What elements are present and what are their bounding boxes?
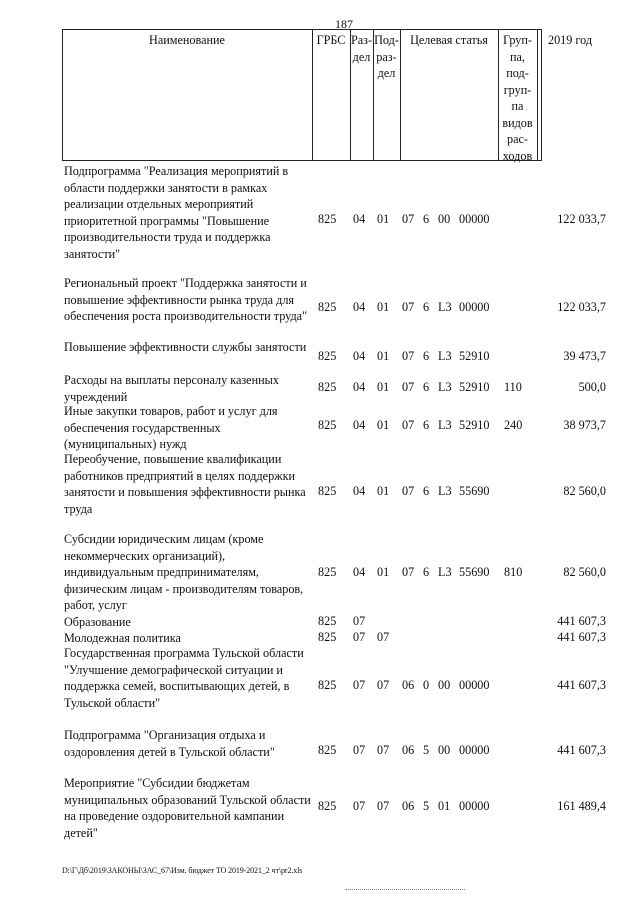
row-name: Региональный проект "Поддержка занятости и повышение эффективности рынка труда для обеспечения роста производительности труда" <box>64 276 308 323</box>
header-top-border <box>62 29 542 30</box>
row-razdel: 04 <box>353 300 366 314</box>
row-expense-type: 810 <box>504 565 523 579</box>
row-target-subprogram: 5 <box>423 743 430 757</box>
row-target-event: L3 <box>438 418 452 432</box>
row-razdel: 07 <box>353 614 366 628</box>
row-name: Расходы на выплаты персоналу казенных учреждений <box>64 373 279 404</box>
row-razdel: 04 <box>353 418 366 432</box>
row-target-subprogram: 6 <box>423 300 430 314</box>
row-target-subprogram: 0 <box>423 678 430 692</box>
row-amount: 441 607,3 <box>557 614 606 628</box>
row-grbs: 825 <box>318 678 337 692</box>
row-podrazdel: 01 <box>377 418 390 432</box>
row-grbs: 825 <box>318 349 337 363</box>
row-expense-type: 240 <box>504 418 523 432</box>
header-bottom-border <box>62 160 542 161</box>
row-target-program: 06 <box>402 743 415 757</box>
row-razdel: 07 <box>353 630 366 644</box>
row-target-event: 00 <box>438 678 451 692</box>
row-target-event: 00 <box>438 743 451 757</box>
row-target-event: L3 <box>438 565 452 579</box>
row-target-direction: 00000 <box>459 799 490 813</box>
row-podrazdel: 01 <box>377 484 390 498</box>
row-podrazdel: 07 <box>377 743 390 757</box>
row-target-event: 01 <box>438 799 451 813</box>
row-name: Молодежная политика <box>64 631 181 645</box>
row-podrazdel: 01 <box>377 349 390 363</box>
row-target-direction: 52910 <box>459 418 490 432</box>
row-amount: 441 607,3 <box>557 678 606 692</box>
row-amount: 38 973,7 <box>563 418 606 432</box>
row-podrazdel: 07 <box>377 678 390 692</box>
row-target-event: L3 <box>438 484 452 498</box>
row-target-program: 07 <box>402 349 415 363</box>
row-grbs: 825 <box>318 484 337 498</box>
row-target-event: L3 <box>438 349 452 363</box>
row-target-direction: 00000 <box>459 743 490 757</box>
header-grbs: ГРБС <box>316 33 346 47</box>
row-podrazdel: 07 <box>377 630 390 644</box>
row-name: Иные закупки товаров, работ и услуг для обеспечения государственных (муниципальных) нужд <box>64 404 278 451</box>
row-target-program: 07 <box>402 212 415 226</box>
row-podrazdel: 01 <box>377 300 390 314</box>
row-target-program: 07 <box>402 484 415 498</box>
row-grbs: 825 <box>318 614 337 628</box>
row-target-direction: 00000 <box>459 212 490 226</box>
row-amount: 82 560,0 <box>563 565 606 579</box>
row-grbs: 825 <box>318 630 337 644</box>
row-grbs: 825 <box>318 799 337 813</box>
header-razdel: Раз- дел <box>350 33 373 64</box>
row-expense-type: 110 <box>504 380 522 394</box>
row-target-program: 06 <box>402 799 415 813</box>
file-path-footer: D:\Г\Дб\2019\ЗАКОНЫ\ЗАС_67\Изм. бюджет ТО 2019-2021_2 чт\pr2.xls <box>62 866 303 875</box>
row-target-direction: 00000 <box>459 678 490 692</box>
row-name: Образование <box>64 615 131 629</box>
row-target-program: 06 <box>402 678 415 692</box>
row-name: Мероприятие "Субсидии бюджетам муниципальных образований Тульской области на проведение оздоровительной кампании детей" <box>64 776 311 840</box>
row-target-subprogram: 6 <box>423 484 430 498</box>
header-year: 2019 год <box>547 33 593 47</box>
row-target-subprogram: 5 <box>423 799 430 813</box>
row-grbs: 825 <box>318 380 337 394</box>
row-grbs: 825 <box>318 418 337 432</box>
row-target-subprogram: 6 <box>423 349 430 363</box>
row-target-event: 00 <box>438 212 451 226</box>
row-amount: 122 033,7 <box>557 212 606 226</box>
row-target-subprogram: 6 <box>423 565 430 579</box>
row-grbs: 825 <box>318 743 337 757</box>
row-name: Переобучение, повышение квалификации работников предприятий в целях поддержки занятости и повышения эффективности рынка труда <box>64 452 306 516</box>
row-target-subprogram: 6 <box>423 212 430 226</box>
row-razdel: 04 <box>353 349 366 363</box>
row-target-program: 07 <box>402 380 415 394</box>
row-name: Повышение эффективности службы занятости <box>64 340 307 354</box>
header-target-article: Целевая статья <box>410 33 488 47</box>
row-grbs: 825 <box>318 212 337 226</box>
row-razdel: 04 <box>353 565 366 579</box>
page-number: 187 <box>335 17 353 31</box>
header-expense-group: Груп- па, под- груп- па видов рас- ходов <box>502 33 533 163</box>
row-razdel: 07 <box>353 799 366 813</box>
row-podrazdel: 01 <box>377 565 390 579</box>
row-target-direction: 52910 <box>459 349 490 363</box>
row-target-direction: 52910 <box>459 380 490 394</box>
row-target-event: L3 <box>438 380 452 394</box>
row-razdel: 04 <box>353 380 366 394</box>
row-target-subprogram: 6 <box>423 418 430 432</box>
row-target-program: 07 <box>402 418 415 432</box>
table-header <box>62 29 593 163</box>
row-target-direction: 55690 <box>459 484 490 498</box>
row-amount: 441 607,3 <box>557 630 606 644</box>
row-target-direction: 00000 <box>459 300 490 314</box>
header-podrazdel: Под- раз- дел <box>374 33 399 80</box>
row-podrazdel: 01 <box>377 212 390 226</box>
row-podrazdel: 07 <box>377 799 390 813</box>
row-razdel: 04 <box>353 484 366 498</box>
row-amount: 39 473,7 <box>563 349 606 363</box>
row-razdel: 04 <box>353 212 366 226</box>
row-amount: 122 033,7 <box>557 300 606 314</box>
row-grbs: 825 <box>318 300 337 314</box>
row-amount: 500,0 <box>578 380 606 394</box>
row-podrazdel: 01 <box>377 380 390 394</box>
row-amount: 82 560,0 <box>563 484 606 498</box>
row-target-program: 07 <box>402 300 415 314</box>
row-target-direction: 55690 <box>459 565 490 579</box>
row-name: Государственная программа Тульской области "Улучшение демографической ситуации и поддержка семей, воспитывающих детей, в Тульской области" <box>64 646 304 710</box>
row-target-subprogram: 6 <box>423 380 430 394</box>
row-amount: 441 607,3 <box>557 743 606 757</box>
row-name: Субсидии юридическим лицам (кроме некоммерческих организаций), индивидуальным предпринимателям, физическим лицам - производителям товаров, работ, услуг <box>64 532 304 612</box>
row-grbs: 825 <box>318 565 337 579</box>
row-target-program: 07 <box>402 565 415 579</box>
row-amount: 161 489,4 <box>557 799 606 813</box>
row-name: Подпрограмма "Организация отдыха и оздоровления детей в Тульской области" <box>64 728 275 759</box>
row-razdel: 07 <box>353 743 366 757</box>
row-name: Подпрограмма "Реализация мероприятий в области поддержки занятости в рамках реализации отдельных мероприятий приоритетной программы "Повышение производительности труда и поддержка занятости" <box>64 164 289 261</box>
row-razdel: 07 <box>353 678 366 692</box>
header-name: Наименование <box>149 33 225 47</box>
scan-mark <box>345 889 465 890</box>
row-target-event: L3 <box>438 300 452 314</box>
